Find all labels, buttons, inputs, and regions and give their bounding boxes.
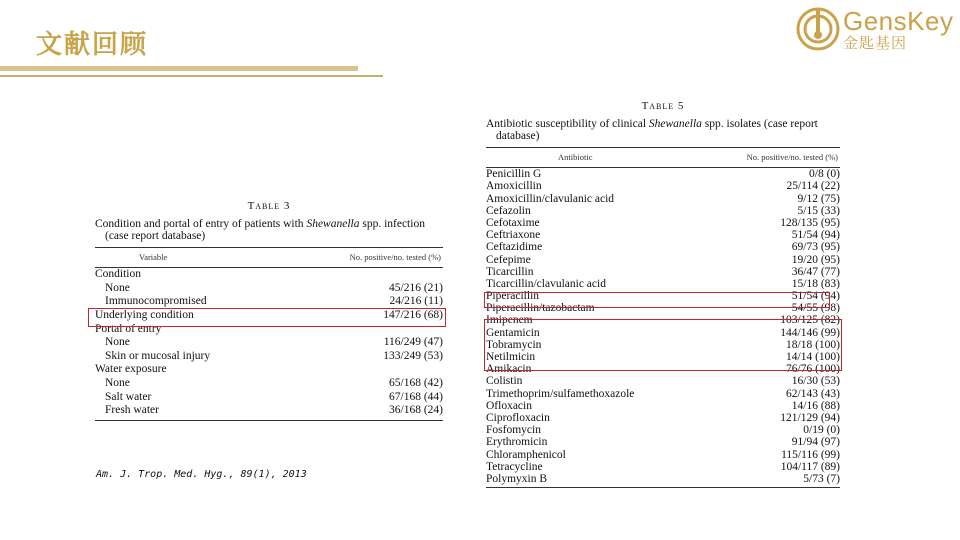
table-5-header bbox=[486, 147, 840, 169]
table-5-row-value: 9/12 (75) bbox=[797, 192, 840, 205]
table-5-row-name: Cefepime bbox=[486, 253, 531, 266]
genskey-logo-icon bbox=[795, 6, 841, 52]
table-3-row bbox=[95, 363, 443, 377]
table-5-description-line1: Antibiotic susceptibility of clinical Shewanella spp. isolates (case report bbox=[486, 117, 818, 130]
table-5-row bbox=[486, 229, 840, 241]
table-5-row bbox=[486, 461, 840, 473]
table-3-description bbox=[95, 218, 443, 243]
table-5-row-name: Ceftazidime bbox=[486, 241, 543, 254]
table-5-row-name: Trimethoprim/sulfamethoxazole bbox=[486, 387, 635, 400]
table-5-row bbox=[486, 241, 840, 253]
table-5-row-name: Erythromicin bbox=[486, 436, 548, 449]
table-5-row bbox=[486, 266, 840, 278]
table-5-col-value: No. positive/no. tested (%) bbox=[746, 151, 838, 162]
table-5-col-antibiotic: Antibiotic bbox=[558, 151, 593, 162]
table-3-header bbox=[95, 247, 443, 269]
table-3-row-value: 65/168 (42) bbox=[389, 376, 443, 389]
table-5-row-value: 115/116 (99) bbox=[781, 448, 840, 461]
table-5-row-name: Amoxicillin/clavulanic acid bbox=[486, 192, 615, 205]
table-5-row-name: Fosfomycin bbox=[486, 424, 541, 437]
table-3-row bbox=[95, 282, 443, 296]
table-5-row bbox=[486, 424, 840, 436]
table-5-row-value: 128/135 (95) bbox=[780, 216, 840, 229]
table-5-row-value: 18/18 (100) bbox=[786, 338, 840, 351]
table-5-label: Table 5 bbox=[641, 100, 685, 112]
table-5-row-value: 36/47 (77) bbox=[791, 265, 840, 278]
table-5-row-name: Piperacillin/tazobactam bbox=[486, 302, 595, 315]
table-5-row-value: 51/54 (94) bbox=[791, 290, 840, 303]
table-3-row-value: 133/249 (53) bbox=[383, 349, 443, 362]
table-3-row-value: 24/216 (11) bbox=[389, 295, 443, 308]
table-5-row-value: 51/54 (94) bbox=[791, 229, 840, 242]
table-3-row-name: Immunocompromised bbox=[105, 295, 207, 308]
table-3-row-name: Water exposure bbox=[95, 363, 167, 376]
table-5-row-value: 15/18 (83) bbox=[791, 277, 840, 290]
table-5-row-name: Ciprofloxacin bbox=[486, 411, 550, 424]
table-3-row-name: Skin or mucosal injury bbox=[105, 349, 211, 362]
table-3-row-name: Condition bbox=[95, 268, 142, 281]
table-5-row-name: Ceftriaxone bbox=[486, 229, 541, 242]
title-underline-thick bbox=[0, 66, 358, 71]
table-5-row-name: Cefazolin bbox=[486, 204, 531, 217]
table-5-row-name: Amikacin bbox=[486, 363, 532, 376]
table-5-row bbox=[486, 375, 840, 387]
highlight-underlying-condition bbox=[88, 308, 446, 327]
table-5-row-value: 76/76 (100) bbox=[786, 363, 840, 376]
table-5-row-name: Cefotaxime bbox=[486, 216, 540, 229]
table-3-description-line2: (case report database) bbox=[105, 230, 206, 243]
table-5-row bbox=[486, 168, 840, 180]
table-5-row-value: 5/15 (33) bbox=[797, 204, 840, 217]
table-3-row-name: Portal of entry bbox=[95, 322, 162, 335]
table-5-row-value: 121/129 (94) bbox=[780, 411, 840, 424]
table-5-row bbox=[486, 400, 840, 412]
citation: Am. J. Trop. Med. Hyg., 89(1), 2013 bbox=[96, 469, 307, 480]
table-3-description-line1: Condition and portal of entry of patients with Shewanella spp. infection bbox=[95, 217, 425, 230]
table-5-row-value: 54/55 (98) bbox=[791, 302, 840, 315]
table-3-row bbox=[95, 377, 443, 391]
table-5-row-value: 25/114 (22) bbox=[786, 180, 840, 193]
table-5-row-value: 69/73 (95) bbox=[791, 241, 840, 254]
table-3-row-value: 116/249 (47) bbox=[383, 336, 443, 349]
table-5-row-name: Colistin bbox=[486, 375, 523, 388]
table-5-row bbox=[486, 449, 840, 461]
table-5-row-value: 91/94 (97) bbox=[791, 436, 840, 449]
table-5-row-value: 103/125 (82) bbox=[780, 314, 840, 327]
table-3-row-name: None bbox=[105, 376, 130, 389]
table-5-row bbox=[486, 180, 840, 192]
table-3-row-value: 147/216 (68) bbox=[383, 308, 443, 321]
page-title: 文献回顾 bbox=[36, 30, 149, 60]
table-3-row-name: Fresh water bbox=[105, 404, 159, 417]
table-5-row-name: Ticarcillin bbox=[486, 265, 534, 278]
table-5-row-value: 62/143 (43) bbox=[786, 387, 840, 400]
table-5-description-line2: database) bbox=[496, 130, 540, 143]
table-5-row-value: 16/30 (53) bbox=[791, 375, 840, 388]
logo-chinese-name: 金匙基因 bbox=[843, 34, 908, 52]
table-5-description bbox=[486, 118, 840, 143]
logo-wordmark: GensKey bbox=[843, 6, 954, 36]
title-underline-thin bbox=[0, 75, 383, 77]
table-5-row-name: Ofloxacin bbox=[486, 399, 532, 412]
table-3-row bbox=[95, 391, 443, 405]
table-5-bottom-rule bbox=[486, 487, 840, 488]
table-5-row-name: Tobramycin bbox=[486, 338, 542, 351]
table-3-col-variable: Variable bbox=[139, 251, 168, 262]
table-3-row-name: Salt water bbox=[105, 390, 152, 403]
table-3-row-value: 67/168 (44) bbox=[389, 390, 443, 403]
table-5-row bbox=[486, 436, 840, 448]
table-5-row-name: Polymyxin B bbox=[486, 472, 548, 485]
table-5-row-name: Amoxicillin bbox=[486, 180, 542, 193]
table-5-row bbox=[486, 388, 840, 400]
table-3-row bbox=[95, 295, 443, 309]
table-5-row-value: 144/146 (99) bbox=[780, 326, 840, 339]
table-5-row-name: Netilmicin bbox=[486, 351, 536, 363]
table-5-row-value: 0/19 (0) bbox=[803, 424, 840, 437]
table-5-row-name: Gentamicin bbox=[486, 326, 540, 339]
table-5-row-value: 0/8 (0) bbox=[809, 168, 840, 181]
table-3-row bbox=[95, 268, 443, 282]
table-5-row-name: Chloramphenicol bbox=[486, 448, 566, 461]
table-3-row bbox=[95, 350, 443, 364]
table-5-row bbox=[486, 254, 840, 266]
table-3-row-name: None bbox=[105, 336, 130, 349]
table-5-row-value: 14/14 (100) bbox=[786, 351, 840, 363]
table-3-label: Table 3 bbox=[247, 200, 291, 212]
company-logo bbox=[795, 6, 955, 54]
table-3-row bbox=[95, 404, 443, 418]
highlight-piperacillin-tazobactam bbox=[484, 292, 830, 308]
table-5-row bbox=[486, 473, 840, 485]
table-3-row-name: Underlying condition bbox=[95, 308, 194, 321]
table-5-row bbox=[486, 205, 840, 217]
table-3-row-name: None bbox=[105, 281, 130, 294]
table-5-row bbox=[486, 278, 840, 290]
table-5-row-value: 14/16 (88) bbox=[791, 399, 840, 412]
table-5-row-name: Penicillin G bbox=[486, 168, 542, 181]
table-5-row-value: 5/73 (7) bbox=[803, 472, 840, 485]
highlight-aminoglycosides bbox=[484, 319, 842, 371]
table-3-row bbox=[95, 336, 443, 350]
table-5-row-name: Ticarcillin/clavulanic acid bbox=[486, 277, 606, 290]
table-5-row-value: 104/117 (89) bbox=[780, 460, 840, 473]
table-3-bottom-rule bbox=[95, 420, 443, 421]
table-3-row-value: 45/216 (21) bbox=[389, 281, 443, 294]
table-5-row bbox=[486, 412, 840, 424]
table-5-row-name: Tetracycline bbox=[486, 460, 543, 473]
table-5-row bbox=[486, 193, 840, 205]
table-5-row-value: 19/20 (95) bbox=[791, 253, 840, 266]
table-5-row-name: Imipenem bbox=[486, 314, 533, 327]
table-3-body bbox=[95, 268, 443, 418]
table-5-row bbox=[486, 217, 840, 229]
table-5-row-name: Piperacillin bbox=[486, 290, 540, 303]
table-3-col-value: No. positive/no. tested (%) bbox=[349, 251, 441, 262]
table-3-row-value: 36/168 (24) bbox=[389, 404, 443, 417]
